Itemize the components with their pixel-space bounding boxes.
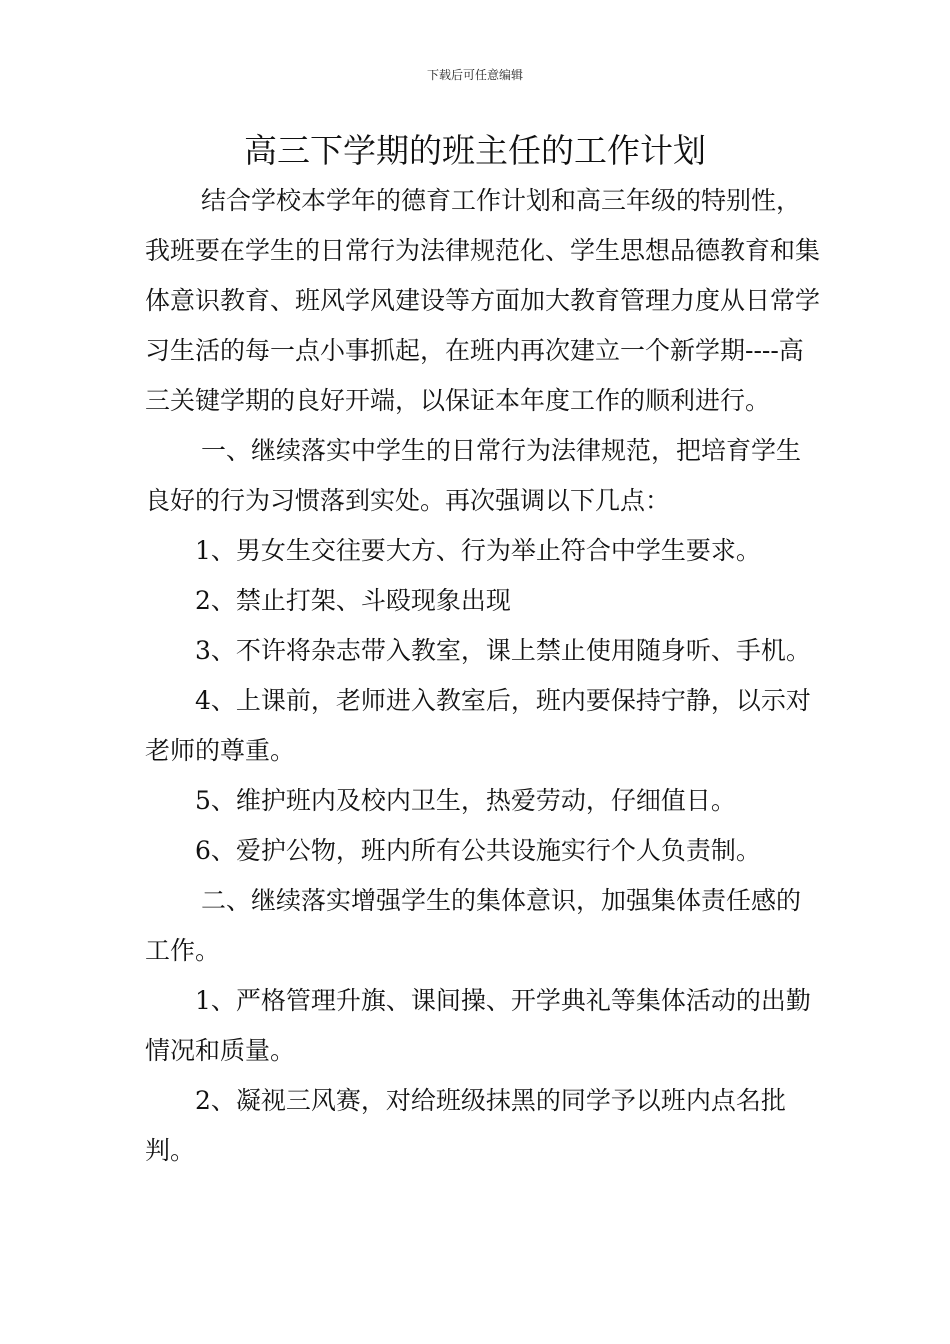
list-item: 2、禁止打架、斗殴现象出现 — [195, 586, 511, 615]
document-body — [145, 176, 825, 1176]
list-item: 1、男女生交往要大方、行为举止符合中学生要求。 — [195, 536, 761, 565]
list-item: 2、凝视三风赛，对给班级抹黑的同学予以班内点名批判。 — [145, 1086, 786, 1165]
section-heading-1: 一、继续落实中学生的日常行为法律规范，把培育学生良好的行为习惯落到实处。再次强调以下几点： — [145, 436, 802, 515]
list-item: 4、上课前，老师进入教室后，班内要保持宁静，以示对老师的尊重。 — [145, 686, 811, 765]
intro-paragraph: 结合学校本学年的德育工作计划和高三年级的特别性，我班要在学生的日常行为法律规范化、学生思想品德教育和集体意识教育、班风学风建设等方面加大教育管理力度从日常学习生活的每一点小事抓起，在班内再次建立一个新学期----高三关键学期的良好开端，以保证本年度工作的顺利进行。 — [145, 186, 821, 415]
header-note: 下载后可任意编辑 — [426, 68, 523, 82]
list-item: 5、维护班内及校内卫生，热爱劳动，仔细值日。 — [195, 786, 736, 815]
section-heading-2: 二、继续落实增强学生的集体意识，加强集体责任感的工作。 — [145, 886, 802, 965]
list-item: 1、严格管理升旗、课间操、开学典礼等集体活动的出勤情况和质量。 — [145, 986, 811, 1065]
list-item: 3、不许将杂志带入教室，课上禁止使用随身听、手机。 — [195, 636, 811, 665]
list-item: 6、爱护公物，班内所有公共设施实行个人负责制。 — [195, 836, 761, 865]
document-title: 高三下学期的班主任的工作计划 — [244, 131, 706, 170]
